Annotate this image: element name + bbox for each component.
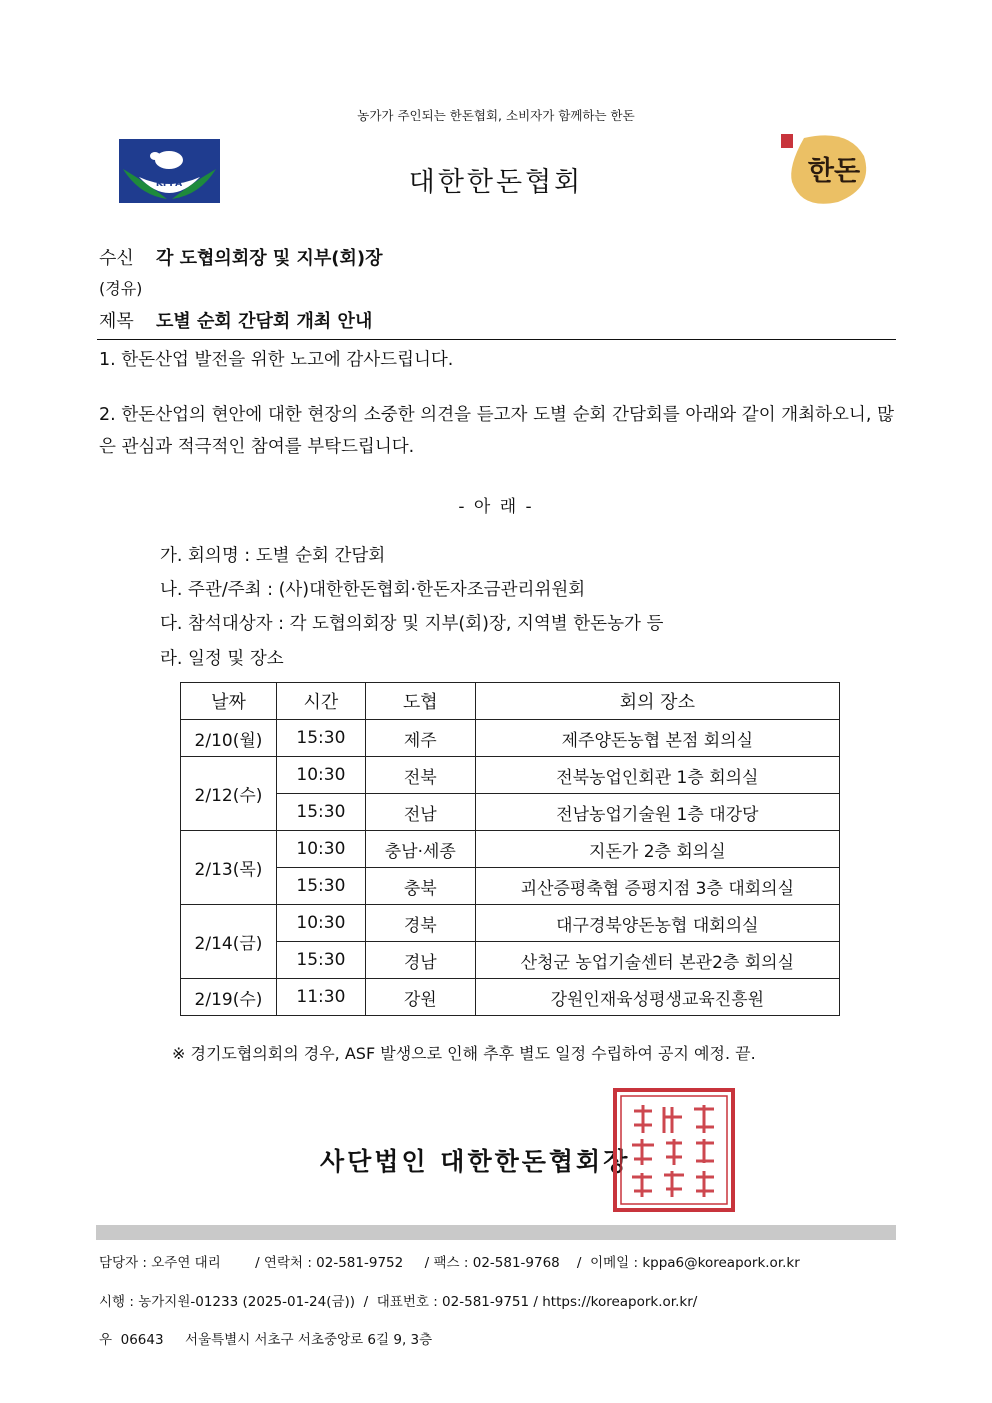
time-cell: 15:30	[276, 720, 365, 757]
region-cell: 제주	[365, 720, 475, 757]
place-cell: 강원인재육성평생교육진흥원	[475, 979, 839, 1016]
table-row	[181, 979, 840, 1016]
recipient-label: 수신	[99, 248, 134, 269]
region-cell: 충북	[365, 868, 475, 905]
date-cell: 2/10(월)	[181, 720, 277, 757]
time-cell: 15:30	[276, 868, 365, 905]
place-cell: 지돈가 2층 회의실	[475, 831, 839, 868]
table-row	[181, 942, 840, 979]
header-place: 회의 장소	[475, 683, 839, 720]
date-cell: 2/14(금)	[181, 905, 277, 979]
date-cell: 2/13(목)	[181, 831, 277, 905]
subject-value: 도별 순회 간담회 개최 안내	[156, 311, 373, 332]
place-cell: 산청군 농업기술센터 본관2층 회의실	[475, 942, 839, 979]
item-meeting-name: 가. 회의명 : 도별 순회 간담회	[160, 546, 386, 566]
region-cell: 경남	[365, 942, 475, 979]
header-region: 도협	[365, 683, 475, 720]
table-row	[181, 757, 840, 794]
region-cell: 충남·세종	[365, 831, 475, 868]
place-cell: 전북농업인회관 1층 회의실	[475, 757, 839, 794]
document-number-line: 시행 : 농가지원-01233 (2025-01-24(금)) / 대표번호 : 02-581-9751 / https://koreapork.or.kr/	[99, 1294, 698, 1310]
handon-brand-logo	[778, 126, 874, 210]
official-seal-stamp	[612, 1087, 736, 1213]
logo-left-text: KPPA	[155, 179, 183, 189]
time-cell: 15:30	[276, 942, 365, 979]
place-cell: 제주양돈농협 본점 회의실	[475, 720, 839, 757]
place-cell: 대구경북양돈농협 대회의실	[475, 905, 839, 942]
via-row: (경유)	[99, 279, 143, 298]
org-title: 대한한돈협회	[408, 167, 584, 198]
recipient-row	[99, 244, 383, 270]
subject-row	[99, 307, 372, 333]
subject-label: 제목	[99, 311, 134, 332]
place-cell: 전남농업기술원 1층 대강당	[475, 794, 839, 831]
item-attendees: 다. 참석대상자 : 각 도협의회장 및 지부(회)장, 지역별 한돈농가 등	[160, 614, 664, 634]
region-cell: 강원	[365, 979, 475, 1016]
notice-heading: - 아 래 -	[458, 497, 534, 517]
item-schedule: 라. 일정 및 장소	[160, 649, 284, 669]
time-cell: 15:30	[276, 794, 365, 831]
header-date: 날짜	[181, 683, 277, 720]
signature: 사단법인 대한한돈협회장	[320, 1147, 631, 1176]
date-cell: 2/19(수)	[181, 979, 277, 1016]
logo-right-text: 한돈	[807, 156, 861, 187]
region-cell: 전북	[365, 757, 475, 794]
schedule-table	[180, 682, 840, 1016]
footnote: ※ 경기도협의회의 경우, ASF 발생으로 인해 추후 별도 일정 수립하여 공지 예정. 끝.	[172, 1044, 756, 1063]
table-row	[181, 720, 840, 757]
header-divider	[97, 339, 896, 340]
item-organizer: 나. 주관/주최 : (사)대한한돈협회·한돈자조금관리위원회	[160, 580, 586, 600]
recipient-value: 각 도협의회장 및 지부(회)장	[156, 248, 383, 269]
table-row	[181, 831, 840, 868]
footer-divider-bar	[96, 1225, 896, 1240]
time-cell: 11:30	[276, 979, 365, 1016]
time-cell: 10:30	[276, 831, 365, 868]
paragraph-1: 1. 한돈산업 발전을 위한 노고에 감사드립니다.	[99, 350, 454, 370]
paragraph-2: 2. 한돈산업의 현안에 대한 현장의 소중한 의견을 듣고자 도별 순회 간담회를 아래와 같이 개최하오니, 많은 관심과 적극적인 참여를 부탁드립니다.	[99, 405, 894, 457]
place-cell: 괴산증평축협 증평지점 3층 대회의실	[475, 868, 839, 905]
contact-line: 담당자 : 오주연 대리 / 연락처 : 02-581-9752 / 팩스 : 02-581-9768 / 이메일 : kppa6@koreapork.or.kr	[99, 1255, 800, 1271]
date-cell: 2/12(수)	[181, 757, 277, 831]
region-cell: 경북	[365, 905, 475, 942]
table-row	[181, 868, 840, 905]
table-header-row	[181, 683, 840, 720]
time-cell: 10:30	[276, 905, 365, 942]
table-row	[181, 794, 840, 831]
address-line: 우 06643 서울특별시 서초구 서초중앙로 6길 9, 3층	[99, 1332, 433, 1348]
header-time: 시간	[276, 683, 365, 720]
time-cell: 10:30	[276, 757, 365, 794]
slogan: 농가가 주인되는 한돈협회, 소비자가 함께하는 한돈	[357, 108, 635, 123]
region-cell: 전남	[365, 794, 475, 831]
table-row	[181, 905, 840, 942]
